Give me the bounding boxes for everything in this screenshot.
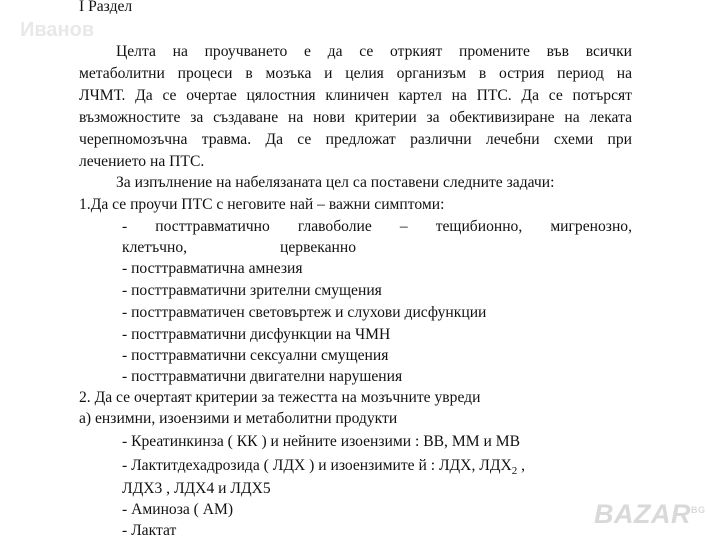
bazar-logo-mark: BG	[691, 505, 706, 515]
enzyme-ldh-line1	[122, 455, 525, 476]
symptom-item: - посттравматични зрителни смущения	[122, 282, 382, 299]
enzyme-creatine-kinase: - Креатинкинза ( КК ) и нейните изоензими : ВВ, ММ и МВ	[122, 433, 520, 450]
symptom-item: - посттравматични сексуални смущения	[122, 347, 389, 364]
symptom-item: - посттравматични дисфункции на ЧМН	[122, 326, 391, 343]
enzyme-ldh-line2: ЛДХ3 , ЛДХ4 и ЛДХ5	[122, 480, 271, 497]
enzyme-ldh-text: - Лактитдехадрозида ( ЛДХ ) и изоензимите й : ЛДХ, ЛДХ	[122, 457, 512, 474]
task1-title: 1.Да се проучи ПТС с неговите най – важни симптоми:	[79, 196, 445, 213]
intro-line-5: черепномозъчна травма. Да се предложат различни лечебни схеми при	[79, 131, 632, 148]
intro-line-6: лечението на ПТС.	[79, 153, 205, 170]
symptom-headache-line2a: клетъчно,	[122, 239, 188, 256]
enzyme-ldh-subscript: 2	[511, 465, 518, 477]
bazar-logo-watermark	[594, 499, 706, 529]
enzyme-ldh-tail: ,	[517, 457, 526, 474]
intro-line-3: ЛЧМТ. Да се очертае цялостния клиничен картел на ПТС. Да се потърсят	[79, 87, 632, 104]
intro-line-2: метаболитни процеси в мозъка и целия организъм в острия период на	[79, 65, 632, 82]
intro-line-4: възможностите за създаване на нови критерии за обективизиране на леката	[79, 109, 632, 126]
symptom-item: - посттравматична амнезия	[122, 260, 303, 277]
bazar-logo-text: BAZAR	[594, 499, 691, 529]
symptom-item: - посттравматични двигателни нарушения	[122, 368, 403, 385]
symptom-headache-line2b: цервеканно	[280, 239, 357, 256]
symptom-item: - посттравматичен световъртеж и слухови дисфункции	[122, 304, 487, 321]
section-title: I Раздел	[79, 0, 133, 15]
tasks-intro: За изпълнение на набелязаната цел са поставени следните задачи:	[116, 174, 555, 191]
enzyme-amylase: - Аминоза ( АМ)	[122, 501, 234, 518]
lactate-item: - Лактат	[122, 522, 177, 539]
intro-line-1: Целта на проучването е да се отркият промените във всички	[116, 43, 632, 60]
author-watermark: Иванов	[20, 19, 95, 41]
task2-sub-a: а) ензимни, изоензими и метаболитни продукти	[79, 410, 398, 427]
task2-title: 2. Да се очертаят критерии за тежестта на мозъчните увреди	[79, 389, 481, 406]
symptom-headache-line1: - посттравматично главоболие – тещибионно, мигренозно,	[122, 218, 632, 235]
